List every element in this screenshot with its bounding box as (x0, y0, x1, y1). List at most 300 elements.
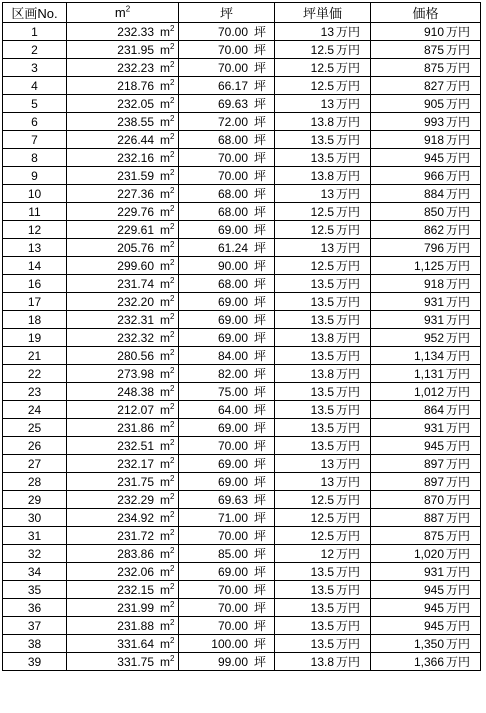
m2-unit: $m^2$ (160, 581, 175, 597)
area-m2-value: 231.59 (117, 168, 154, 183)
area-tsubo-value: 70.00 (217, 601, 248, 615)
tsubo-unit: 坪 (254, 385, 267, 399)
area-tsubo-cell (179, 365, 275, 383)
area-tsubo-value: 70.00 (217, 61, 248, 75)
table-row (3, 383, 481, 401)
unit-price-value: 13 (320, 475, 334, 489)
area-tsubo-value: 69.00 (217, 331, 248, 345)
man-yen-unit: 万円 (336, 97, 361, 111)
m2-unit: $m^2$ (160, 59, 175, 75)
man-yen-unit: 万円 (336, 277, 361, 291)
m2-unit: $m^2$ (160, 617, 175, 633)
price-cell (371, 275, 481, 293)
lot-no-cell: 23 (3, 383, 67, 401)
man-yen-unit: 万円 (446, 529, 471, 543)
area-tsubo-cell (179, 311, 275, 329)
man-yen-unit: 万円 (446, 151, 471, 165)
man-yen-unit: 万円 (336, 223, 361, 237)
unit-price-cell (275, 95, 371, 113)
tsubo-unit: 坪 (254, 187, 267, 201)
price-value: 850 (423, 205, 444, 219)
tsubo-unit: 坪 (254, 367, 267, 381)
header-area-tsubo: 坪 (179, 3, 275, 23)
m2-unit: $m^2$ (160, 221, 175, 237)
man-yen-unit: 万円 (336, 493, 361, 507)
tsubo-unit: 坪 (254, 97, 267, 111)
table-row (3, 653, 481, 671)
unit-price-value: 13.8 (310, 331, 334, 345)
price-value: 931 (423, 565, 444, 579)
price-cell (371, 41, 481, 59)
price-cell (371, 455, 481, 473)
table-row (3, 149, 481, 167)
area-tsubo-cell (179, 113, 275, 131)
lot-no-cell: 25 (3, 419, 67, 437)
price-value: 993 (423, 115, 444, 129)
lot-no-cell: 27 (3, 455, 67, 473)
unit-price-value: 13 (320, 187, 334, 201)
tsubo-unit: 坪 (254, 601, 267, 615)
area-tsubo-value: 72.00 (217, 115, 248, 129)
area-tsubo-value: 69.00 (217, 223, 248, 237)
unit-price-value: 13.5 (310, 133, 334, 147)
area-tsubo-value: 69.00 (217, 565, 248, 579)
m2-unit: $m^2$ (160, 77, 175, 93)
area-tsubo-value: 69.63 (217, 493, 248, 507)
area-m2-cell (67, 455, 179, 473)
price-cell (371, 257, 481, 275)
unit-price-cell (275, 383, 371, 401)
lot-no-cell: 19 (3, 329, 67, 347)
tsubo-unit: 坪 (254, 223, 267, 237)
tsubo-unit: 坪 (254, 565, 267, 579)
price-value: 1,131 (413, 367, 444, 381)
man-yen-unit: 万円 (446, 295, 471, 309)
unit-price-cell (275, 149, 371, 167)
unit-price-value: 13.8 (310, 367, 334, 381)
unit-price-value: 12.5 (310, 205, 334, 219)
unit-price-cell (275, 401, 371, 419)
area-m2-value: 226.44 (117, 132, 154, 147)
area-m2-value: 299.60 (117, 258, 154, 273)
unit-price-cell (275, 311, 371, 329)
lot-no-cell: 9 (3, 167, 67, 185)
man-yen-unit: 万円 (446, 565, 471, 579)
unit-price-value: 12.5 (310, 529, 334, 543)
price-cell (371, 221, 481, 239)
man-yen-unit: 万円 (336, 295, 361, 309)
price-cell (371, 95, 481, 113)
man-yen-unit: 万円 (336, 61, 361, 75)
table-row (3, 491, 481, 509)
area-m2-value: 218.76 (117, 78, 154, 93)
table-row (3, 131, 481, 149)
price-value: 931 (423, 295, 444, 309)
unit-price-value: 13.5 (310, 637, 334, 651)
lot-no-cell: 29 (3, 491, 67, 509)
price-value: 796 (423, 241, 444, 255)
area-tsubo-cell (179, 293, 275, 311)
man-yen-unit: 万円 (446, 187, 471, 201)
man-yen-unit: 万円 (446, 493, 471, 507)
unit-price-cell (275, 77, 371, 95)
area-m2-value: 283.86 (117, 546, 154, 561)
m2-unit: $m^2$ (160, 509, 175, 525)
man-yen-unit: 万円 (336, 421, 361, 435)
price-value: 1,125 (413, 259, 444, 273)
unit-price-value: 13.5 (310, 619, 334, 633)
area-tsubo-cell (179, 185, 275, 203)
area-m2-value: 229.61 (117, 222, 154, 237)
area-m2-value: 227.36 (117, 186, 154, 201)
price-value: 931 (423, 421, 444, 435)
area-m2-value: 331.64 (117, 636, 154, 651)
m2-unit: $m^2$ (160, 185, 175, 201)
area-m2-value: 331.75 (117, 654, 154, 669)
unit-price-cell (275, 617, 371, 635)
man-yen-unit: 万円 (336, 349, 361, 363)
lot-no-cell: 21 (3, 347, 67, 365)
m2-unit: $m^2$ (160, 491, 175, 507)
lot-no-cell: 6 (3, 113, 67, 131)
man-yen-unit: 万円 (446, 169, 471, 183)
man-yen-unit: 万円 (336, 547, 361, 561)
man-yen-unit: 万円 (446, 547, 471, 561)
unit-price-cell (275, 185, 371, 203)
table-row (3, 293, 481, 311)
price-value: 945 (423, 151, 444, 165)
unit-price-value: 13.5 (310, 313, 334, 327)
area-tsubo-cell (179, 419, 275, 437)
area-m2-value: 205.76 (117, 240, 154, 255)
man-yen-unit: 万円 (336, 565, 361, 579)
area-tsubo-value: 70.00 (217, 25, 248, 39)
man-yen-unit: 万円 (446, 97, 471, 111)
price-cell (371, 77, 481, 95)
lot-no-cell: 28 (3, 473, 67, 491)
lot-no-cell: 31 (3, 527, 67, 545)
price-cell (371, 311, 481, 329)
unit-price-cell (275, 113, 371, 131)
unit-price-cell (275, 275, 371, 293)
unit-price-cell (275, 365, 371, 383)
area-tsubo-cell (179, 347, 275, 365)
area-tsubo-cell (179, 509, 275, 527)
area-m2-cell (67, 401, 179, 419)
price-value: 1,134 (413, 349, 444, 363)
tsubo-unit: 坪 (254, 475, 267, 489)
m2-unit: $m^2$ (160, 347, 175, 363)
m2-unit: $m^2$ (160, 401, 175, 417)
area-m2-cell (67, 311, 179, 329)
man-yen-unit: 万円 (336, 79, 361, 93)
m2-unit: $m^2$ (160, 419, 175, 435)
man-yen-unit: 万円 (336, 385, 361, 399)
area-m2-value: 231.72 (117, 528, 154, 543)
tsubo-unit: 坪 (254, 331, 267, 345)
m2-unit: $m^2$ (160, 383, 175, 399)
price-value: 918 (423, 277, 444, 291)
area-tsubo-cell (179, 239, 275, 257)
area-tsubo-value: 75.00 (217, 385, 248, 399)
lot-no-cell: 36 (3, 599, 67, 617)
man-yen-unit: 万円 (446, 457, 471, 471)
price-value: 945 (423, 583, 444, 597)
price-value: 945 (423, 439, 444, 453)
unit-price-cell (275, 455, 371, 473)
man-yen-unit: 万円 (446, 331, 471, 345)
lot-no-cell: 7 (3, 131, 67, 149)
tsubo-unit: 坪 (254, 637, 267, 651)
area-m2-cell (67, 23, 179, 41)
area-tsubo-value: 70.00 (217, 43, 248, 57)
area-m2-cell (67, 599, 179, 617)
tsubo-unit: 坪 (254, 205, 267, 219)
m2-unit: $m^2$ (160, 437, 175, 453)
lot-no-cell: 35 (3, 581, 67, 599)
table-row (3, 581, 481, 599)
price-cell (371, 491, 481, 509)
unit-price-value: 12.5 (310, 223, 334, 237)
area-m2-value: 231.74 (117, 276, 154, 291)
man-yen-unit: 万円 (446, 367, 471, 381)
unit-price-value: 13 (320, 457, 334, 471)
area-tsubo-cell (179, 275, 275, 293)
area-m2-value: 232.32 (117, 330, 154, 345)
lot-no-cell: 22 (3, 365, 67, 383)
tsubo-unit: 坪 (254, 79, 267, 93)
area-m2-value: 280.56 (117, 348, 154, 363)
area-tsubo-value: 70.00 (217, 583, 248, 597)
price-value: 870 (423, 493, 444, 507)
m2-unit: $m^2$ (160, 473, 175, 489)
man-yen-unit: 万円 (336, 367, 361, 381)
price-cell (371, 239, 481, 257)
tsubo-unit: 坪 (254, 547, 267, 561)
unit-price-value: 12.5 (310, 493, 334, 507)
area-tsubo-cell (179, 455, 275, 473)
tsubo-unit: 坪 (254, 421, 267, 435)
area-tsubo-value: 70.00 (217, 169, 248, 183)
m2-unit: $m^2$ (160, 653, 175, 669)
area-tsubo-cell (179, 59, 275, 77)
area-tsubo-value: 61.24 (217, 241, 248, 255)
area-tsubo-cell (179, 581, 275, 599)
area-tsubo-value: 70.00 (217, 529, 248, 543)
man-yen-unit: 万円 (446, 241, 471, 255)
man-yen-unit: 万円 (446, 403, 471, 417)
unit-price-value: 12.5 (310, 259, 334, 273)
price-value: 966 (423, 169, 444, 183)
man-yen-unit: 万円 (336, 115, 361, 129)
man-yen-unit: 万円 (446, 313, 471, 327)
table-header (3, 3, 481, 23)
table-row (3, 527, 481, 545)
man-yen-unit: 万円 (446, 421, 471, 435)
man-yen-unit: 万円 (446, 439, 471, 453)
price-cell (371, 59, 481, 77)
table-row (3, 275, 481, 293)
area-tsubo-cell (179, 491, 275, 509)
price-value: 945 (423, 619, 444, 633)
unit-price-value: 12.5 (310, 511, 334, 525)
tsubo-unit: 坪 (254, 655, 267, 669)
area-tsubo-value: 64.00 (217, 403, 248, 417)
price-cell (371, 167, 481, 185)
area-tsubo-value: 69.00 (217, 313, 248, 327)
unit-price-cell (275, 41, 371, 59)
man-yen-unit: 万円 (336, 241, 361, 255)
unit-price-cell (275, 653, 371, 671)
area-m2-cell (67, 509, 179, 527)
area-m2-value: 212.07 (117, 402, 154, 417)
area-tsubo-value: 68.00 (217, 277, 248, 291)
price-cell (371, 365, 481, 383)
tsubo-unit: 坪 (254, 241, 267, 255)
m2-unit: $m^2$ (160, 527, 175, 543)
price-cell (371, 383, 481, 401)
area-tsubo-value: 68.00 (217, 205, 248, 219)
lot-no-cell: 34 (3, 563, 67, 581)
man-yen-unit: 万円 (336, 529, 361, 543)
tsubo-unit: 坪 (254, 619, 267, 633)
area-m2-cell (67, 59, 179, 77)
table-row (3, 239, 481, 257)
area-m2-cell (67, 617, 179, 635)
area-m2-cell (67, 167, 179, 185)
unit-price-cell (275, 473, 371, 491)
m2-unit: $m^2$ (160, 311, 175, 327)
man-yen-unit: 万円 (336, 601, 361, 615)
price-cell (371, 527, 481, 545)
area-m2-value: 232.23 (117, 60, 154, 75)
price-value: 827 (423, 79, 444, 93)
price-cell (371, 419, 481, 437)
area-m2-cell (67, 545, 179, 563)
area-m2-cell (67, 527, 179, 545)
price-cell (371, 437, 481, 455)
area-m2-cell (67, 329, 179, 347)
man-yen-unit: 万円 (336, 133, 361, 147)
area-m2-cell (67, 95, 179, 113)
table-row (3, 95, 481, 113)
table-row (3, 401, 481, 419)
unit-price-cell (275, 491, 371, 509)
tsubo-unit: 坪 (254, 313, 267, 327)
area-m2-value: 248.38 (117, 384, 154, 399)
area-m2-cell (67, 437, 179, 455)
table-row (3, 41, 481, 59)
tsubo-unit: 坪 (254, 403, 267, 417)
area-tsubo-cell (179, 23, 275, 41)
unit-price-value: 13.8 (310, 655, 334, 669)
lot-no-cell: 30 (3, 509, 67, 527)
table-row (3, 185, 481, 203)
table-row (3, 455, 481, 473)
table-body (3, 23, 481, 671)
area-m2-value: 232.33 (117, 24, 154, 39)
man-yen-unit: 万円 (446, 655, 471, 669)
man-yen-unit: 万円 (336, 439, 361, 453)
m2-unit: $m^2$ (160, 455, 175, 471)
area-m2-value: 232.20 (117, 294, 154, 309)
area-tsubo-cell (179, 599, 275, 617)
man-yen-unit: 万円 (446, 511, 471, 525)
unit-price-value: 12.5 (310, 79, 334, 93)
man-yen-unit: 万円 (446, 205, 471, 219)
man-yen-unit: 万円 (336, 637, 361, 651)
lot-no-cell: 32 (3, 545, 67, 563)
area-m2-value: 231.86 (117, 420, 154, 435)
lot-no-cell: 12 (3, 221, 67, 239)
area-tsubo-cell (179, 401, 275, 419)
unit-price-cell (275, 167, 371, 185)
area-m2-value: 232.51 (117, 438, 154, 453)
unit-price-value: 13.5 (310, 277, 334, 291)
unit-price-cell (275, 203, 371, 221)
area-tsubo-cell (179, 635, 275, 653)
man-yen-unit: 万円 (336, 205, 361, 219)
header-lot-no: 区画No. (3, 3, 67, 23)
price-value: 1,366 (413, 655, 444, 669)
m2-unit: $m^2$ (160, 149, 175, 165)
area-tsubo-cell (179, 131, 275, 149)
m2-unit: $m^2$ (160, 23, 175, 39)
man-yen-unit: 万円 (446, 349, 471, 363)
m2-unit: $m^2$ (160, 635, 175, 651)
table-row (3, 365, 481, 383)
tsubo-unit: 坪 (254, 511, 267, 525)
unit-price-value: 13 (320, 97, 334, 111)
area-m2-cell (67, 581, 179, 599)
unit-price-cell (275, 527, 371, 545)
tsubo-unit: 坪 (254, 259, 267, 273)
area-m2-cell (67, 77, 179, 95)
price-cell (371, 23, 481, 41)
m2-unit: $m^2$ (160, 203, 175, 219)
unit-price-value: 13.5 (310, 385, 334, 399)
tsubo-unit: 坪 (254, 43, 267, 57)
area-tsubo-value: 70.00 (217, 619, 248, 633)
area-tsubo-cell (179, 203, 275, 221)
area-tsubo-cell (179, 527, 275, 545)
lot-no-cell: 26 (3, 437, 67, 455)
lot-no-cell: 16 (3, 275, 67, 293)
lot-no-cell: 24 (3, 401, 67, 419)
price-cell (371, 635, 481, 653)
table-row (3, 509, 481, 527)
man-yen-unit: 万円 (336, 187, 361, 201)
unit-price-cell (275, 59, 371, 77)
unit-price-cell (275, 581, 371, 599)
tsubo-unit: 坪 (254, 583, 267, 597)
price-value: 945 (423, 601, 444, 615)
area-m2-value: 232.15 (117, 582, 154, 597)
lot-no-cell: 5 (3, 95, 67, 113)
lot-no-cell: 10 (3, 185, 67, 203)
price-cell (371, 509, 481, 527)
unit-price-value: 13.5 (310, 403, 334, 417)
price-value: 875 (423, 529, 444, 543)
price-value: 931 (423, 313, 444, 327)
header-m2-base: m (114, 5, 126, 20)
area-m2-cell (67, 131, 179, 149)
lot-no-cell: 37 (3, 617, 67, 635)
unit-price-cell (275, 329, 371, 347)
table-row (3, 347, 481, 365)
lot-no-cell: 18 (3, 311, 67, 329)
table-row (3, 221, 481, 239)
